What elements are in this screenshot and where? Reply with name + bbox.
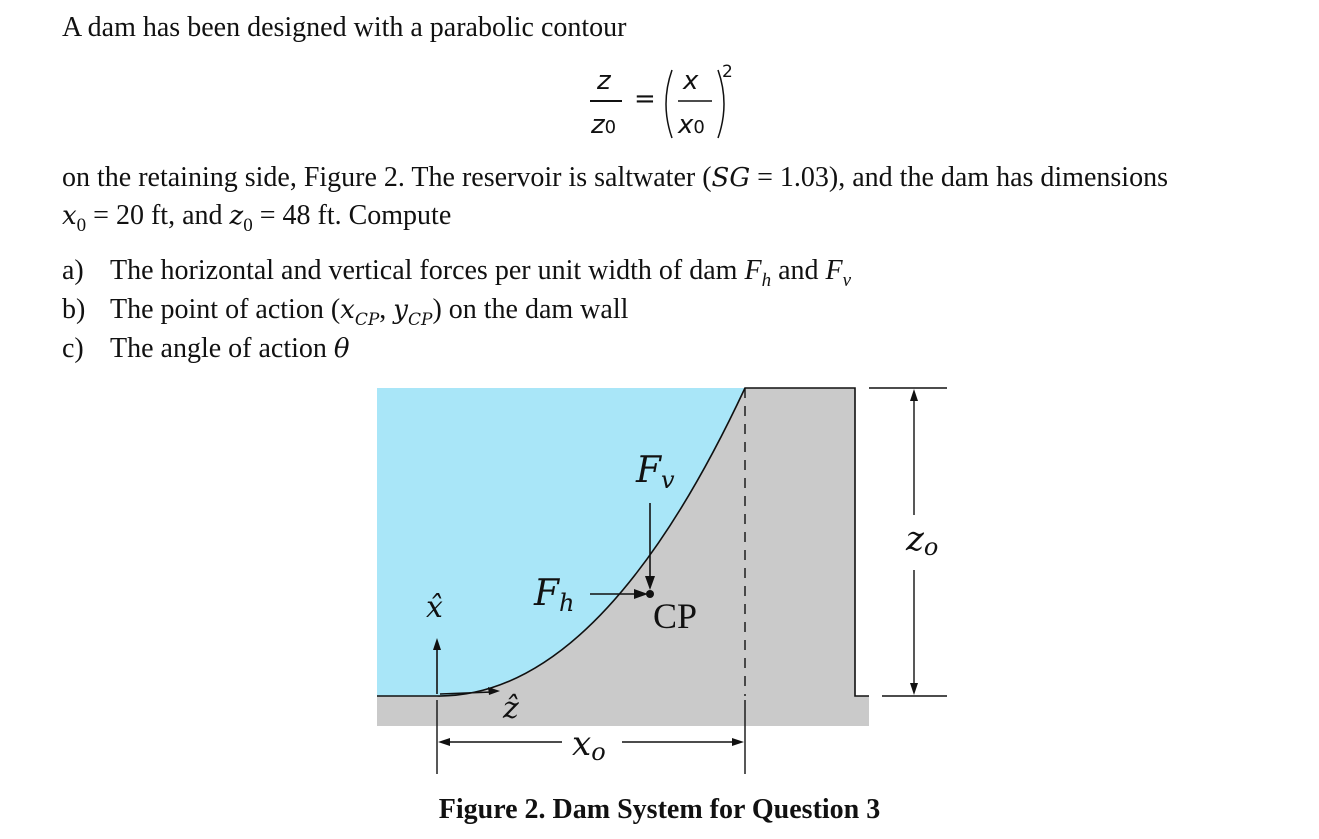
equation-rhs-denominator: x0 [678, 110, 705, 140]
zo-arrow-bottom [910, 683, 918, 695]
equation-equals: = [634, 84, 656, 114]
list-item-b: b) The point of action ($x_{CP}$, $y_{CP}$) on the dam wall [62, 294, 629, 330]
xo-label: xo [572, 724, 606, 766]
dam-figure [360, 380, 960, 780]
problem-line-1: on the retaining side, Figure 2. The reservoir is saltwater (SG = 1.03), and the dam has dimensions [62, 162, 1168, 193]
z-hat-label: ẑ [503, 691, 519, 726]
x-hat-label: x̂ [426, 590, 443, 625]
problem-line-2: $x_0 = 20$ ft, and $z_0 = 48$ ft. Compute [62, 200, 452, 236]
equation-rhs-numerator: x [683, 66, 699, 96]
equation-lhs-fraction-bar [590, 100, 622, 102]
cp-label: CP [653, 596, 698, 636]
figure-caption: Figure 2. Dam System for Question 3 [438, 794, 881, 825]
equation-lhs-numerator: z [597, 66, 611, 96]
zo-arrow-top [910, 389, 918, 401]
fv-label: Fv [636, 450, 675, 494]
list-item-c: c) The angle of action θ [62, 333, 350, 364]
equation-lhs-denominator: z0 [591, 110, 617, 140]
list-item-a: a) The horizontal and vertical forces per unit width of dam $F_h$ and $F_v$ [62, 255, 852, 291]
xo-arrow-left [438, 738, 450, 746]
equation-exponent: 2 [722, 62, 733, 82]
intro-text: A dam has been designed with a parabolic contour [62, 12, 627, 43]
xo-arrow-right [732, 738, 744, 746]
zo-label: zo [906, 519, 939, 561]
fh-label: Fh [534, 573, 575, 617]
